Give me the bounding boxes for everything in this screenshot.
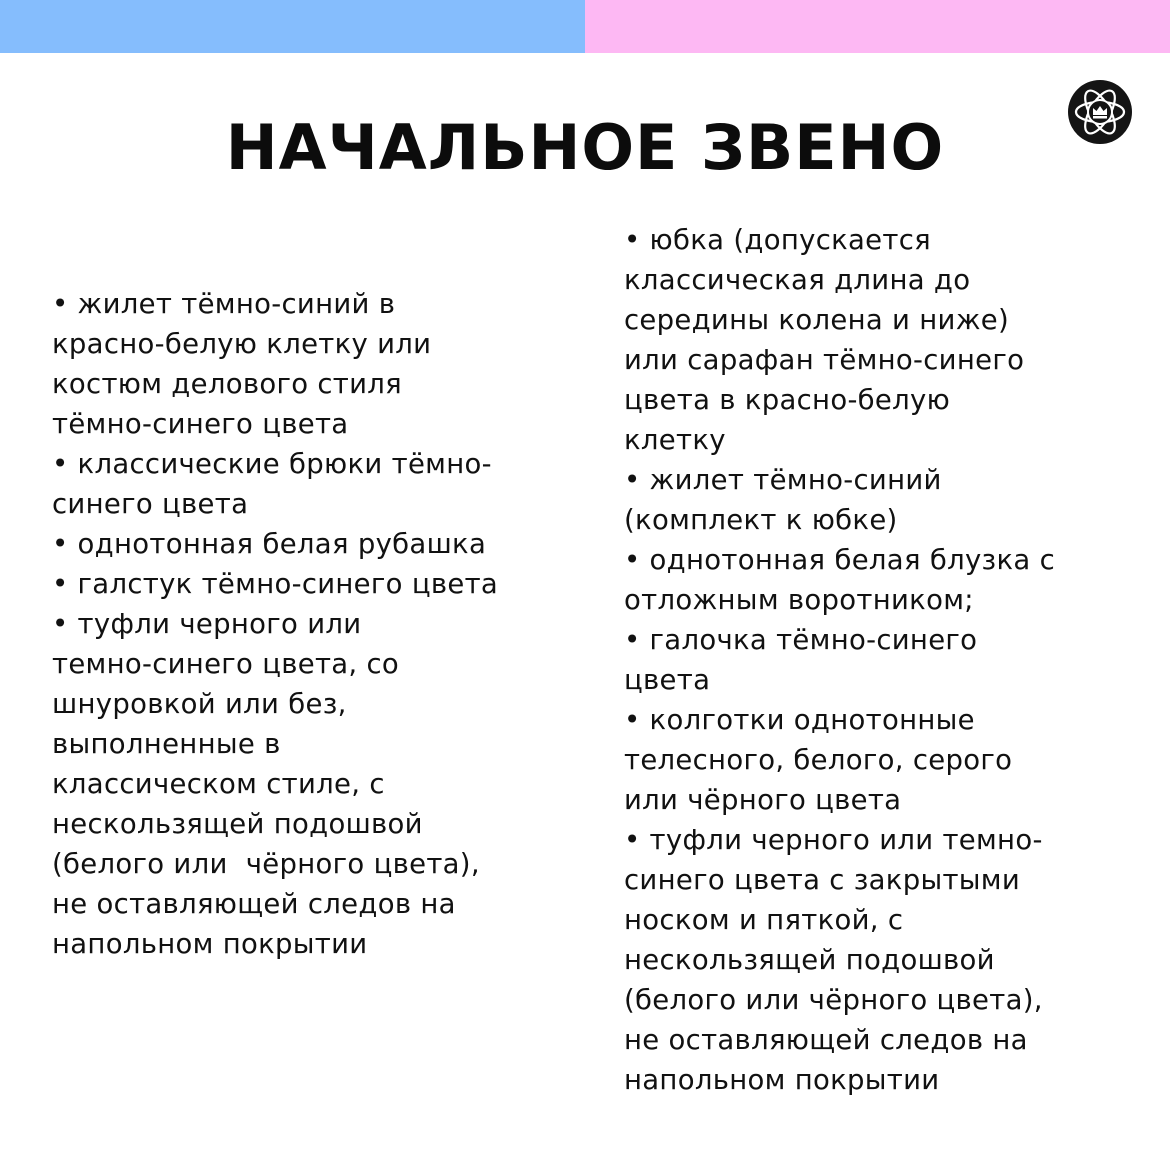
list-line: классическом стиле, с	[52, 768, 385, 800]
top-color-bar-right	[585, 0, 1170, 53]
list-line: шнуровкой или без,	[52, 688, 347, 720]
page-title: НАЧАЛЬНОЕ ЗВЕНО	[225, 111, 945, 184]
list-line: • галстук тёмно-синего цвета	[52, 568, 499, 600]
list-line: • туфли черного или темно-	[624, 824, 1043, 856]
list-line: (комплект к юбке)	[624, 504, 898, 536]
list-line: нескользящей подошвой	[624, 944, 995, 976]
list-line: (белого или чёрного цвета),	[52, 848, 480, 880]
list-line: • однотонная белая блузка с	[624, 544, 1055, 576]
list-line: классическая длина до	[624, 264, 971, 296]
list-line: темно-синего цвета, со	[52, 648, 400, 680]
list-line: • галочка тёмно-синего	[624, 624, 978, 656]
list-line: не оставляющей следов на	[624, 1024, 1028, 1056]
list-line: цвета в красно-белую	[624, 384, 951, 416]
list-line: носком и пяткой, с	[624, 904, 904, 936]
list-line: красно-белую клетку или	[52, 328, 432, 360]
list-line: • жилет тёмно-синий	[624, 464, 942, 496]
list-line: • классические брюки тёмно-	[52, 448, 492, 480]
list-line: или чёрного цвета	[624, 784, 902, 816]
list-line: • туфли черного или	[52, 608, 362, 640]
list-line: (белого или чёрного цвета),	[624, 984, 1043, 1016]
list-line: нескользящей подошвой	[52, 808, 423, 840]
list-line: клетку	[624, 424, 726, 456]
left-column-list	[52, 284, 498, 964]
list-line: или сарафан тёмно-синего	[624, 344, 1025, 376]
list-line: синего цвета	[52, 488, 249, 520]
list-line: костюм делового стиля	[52, 368, 403, 400]
top-color-bar-left	[0, 0, 585, 53]
list-line: • колготки однотонные	[624, 704, 975, 736]
list-line: напольном покрытии	[52, 928, 368, 960]
list-line: цвета	[624, 664, 711, 696]
list-line: тёмно-синего цвета	[52, 408, 349, 440]
right-column-list	[624, 220, 1055, 1100]
list-line: • жилет тёмно-синий в	[52, 288, 396, 320]
list-line: выполненные в	[52, 728, 281, 760]
list-line: синего цвета с закрытыми	[624, 864, 1021, 896]
list-line: телесного, белого, серого	[624, 744, 1013, 776]
list-line: не оставляющей следов на	[52, 888, 456, 920]
list-line: напольном покрытии	[624, 1064, 940, 1096]
list-line: отложным воротником;	[624, 584, 974, 616]
list-line: • юбка (допускается	[624, 224, 931, 256]
list-line: середины колена и ниже)	[624, 304, 1010, 336]
list-line: • однотонная белая рубашка	[52, 528, 487, 560]
